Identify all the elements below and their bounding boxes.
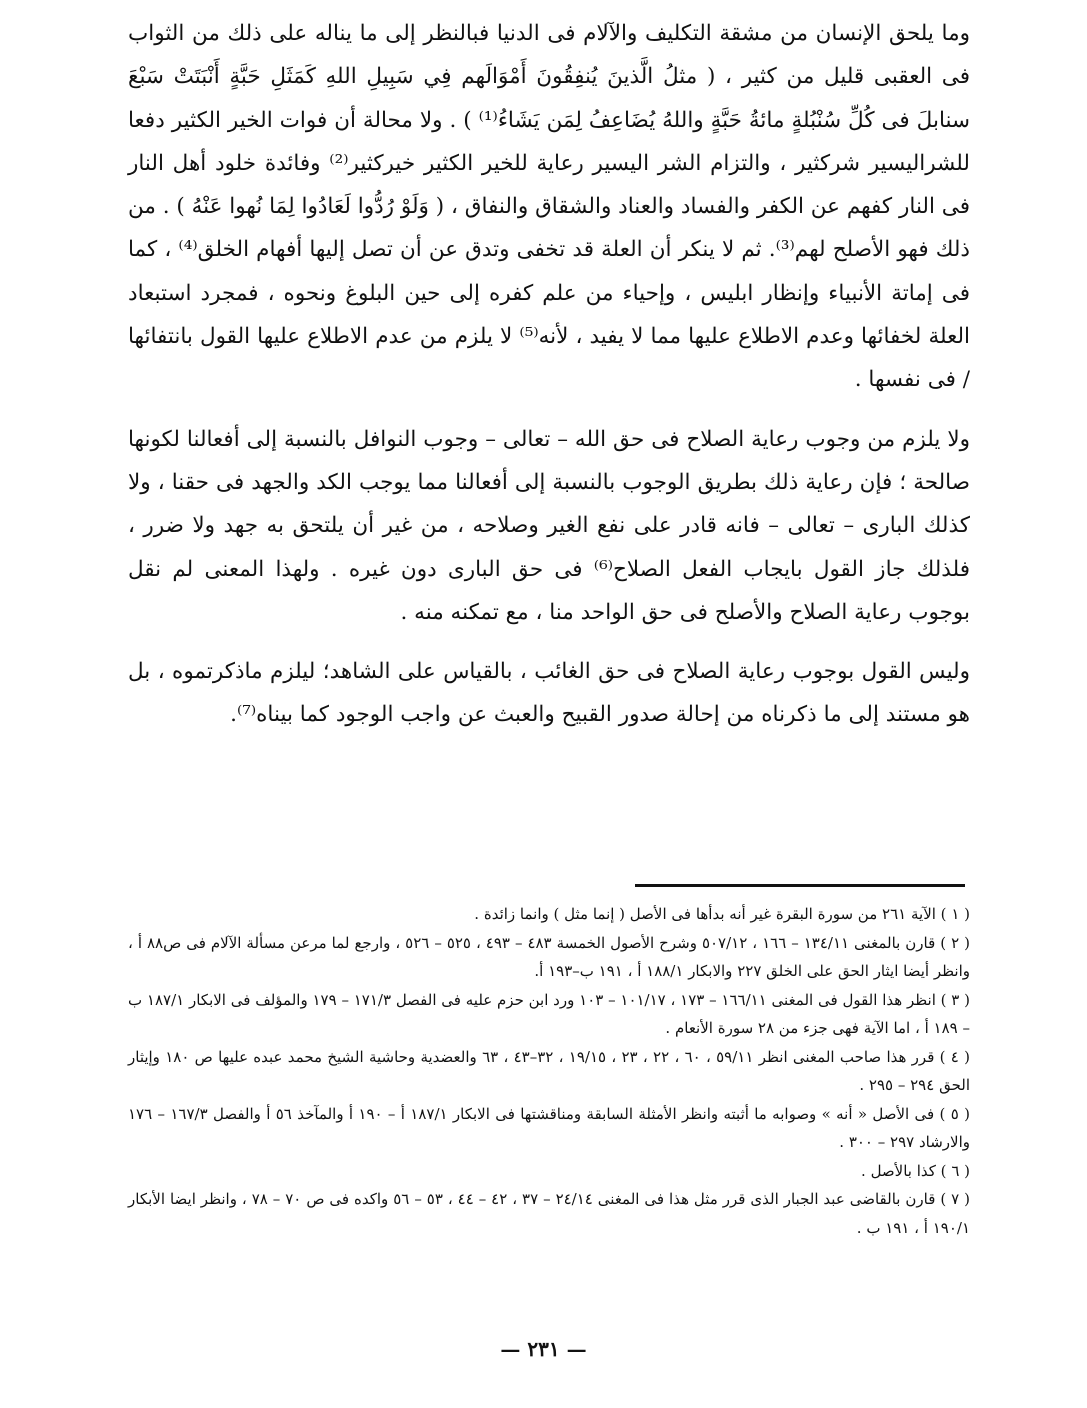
main-text [128,12,970,737]
footnote-separator [635,884,965,887]
paragraph-2: ولا يلزم من وجوب رعاية الصلاح فى حق الله – تعالى – وجوب النوافل بالنسبة إلى أفعالنا لكونها صالحة ؛ فإن رعاية ذلك بطريق الوجوب بالنسبة إلى أفعالنا مما يوجب الكد والجهد فى حقنا ، ولا كذلك البارى – تعالى – فانه قادر على نفع الغير وصلاحه ، من غير أن يلتحق به جهد ولا ضرر ، فلذلك جاز القول بايجاب الفعل الصلاح⁽⁶⁾ فى حق البارى دون غيره . ولهذا المعنى لم نقل بوجوب رعاية الصلاح والأصلح فى حق الواحد منا ، مع تمكنه منه . [128,426,970,625]
footnote-5: ( ٥ ) فى الأصل « أنه » وصوابه ما أثبته وانظر الأمثلة السابقة ومناقشتها فى الابكار ١٨٧/١ أ – ١٩٠ أ والمآخذ ٥٦ أ والفصل ١٦٧/٣ – ١٧٦ والارشاد ٢٩٧ – ٣٠٠ . [128,1104,970,1151]
footnotes [128,900,970,1242]
footnote-3: ( ٣ ) انظر هذا القول فى المغنى ١٦٦/١١ – ١٧٣ ، ١٠١/١٧ – ١٠٣ ورد ابن حزم عليه فى الفصل ١٧١/٣ – ١٧٩ والمؤلف فى الابكار ١٨٧/١ ب – ١٨٩ أ ، اما الآية فهى جزء من ٢٨ سورة الأنعام . [128,990,970,1037]
footnote-6: ( ٦ ) كذا بالأصل . [861,1161,970,1180]
footnote-2: ( ٢ ) قارن بالمغنى ١٣٤/١١ – ١٦٦ ، ٥٠٧/١٢ وشرح الأصول الخمسة ٤٨٣ – ٤٩٣ ، ٥٢٥ – ٥٢٦ ، وارجع لما مرعن مسألة الآلام فى ص٨٨ أ ، وانظر أيضا ايثار الحق على الخلق ٢٢٧ والابكار ١٨٨/١ أ ، ١٩١ ب–١٩٣ أ. [128,933,971,980]
footnote-4: ( ٤ ) قرر هذا صاحب المغنى انظر ٥٩/١١ ، ٦٠ ، ٢٢ ، ٢٣ ، ١٩/١٥ ، ٣٢–٤٣ ، ٦٣ والعضدية وحاشية الشيخ محمد عبده عليها ص ١٨٠ وإيثار الحق ٢٩٤ – ٢٩٥ . [128,1047,970,1094]
footnote-7: ( ٧ ) قارن بالقاضى عبد الجبار الذى قرر مثل هذا فى المغنى ٢٤/١٤ – ٣٧ ، ٤٢ – ٤٤ ، ٥٣ – ٥٦ واكده فى ص ٧٠ – ٧٨ ، وانظر ايضا الأبكار ١٩٠/١ أ ، ١٩١ ب . [128,1190,971,1237]
paragraph-3: وليس القول بوجوب رعاية الصلاح فى حق الغائب ، بالقياس على الشاهد؛ ليلزم ماذكرتموه ، بل هو مستند إلى ما ذكرناه من إحالة صدور القبيح والعبث عن واجب الوجود كما بيناه⁽⁷⁾. [128,659,970,728]
page-number: — ٢٣١ — [500,1337,587,1361]
footnote-1: ( ١ ) الآية ٢٦١ من سورة البقرة غير أنه بدأها فى الأصل ( إنما مثل ) وانما زائدة . [474,905,970,923]
paragraph-1: وما يلحق الإنسان من مشقة التكليف والآلام فى الدنيا فبالنظر إلى ما يناله على ذلك من الثواب فى العقبى قليل من كثير ، ( مثلُ الَّذينَ يُنفِقُونَ أَمْوَالَهم فِي سَبِيلِ اللهِ كَمَثَلِ حَبَّةٍ أَنْبَتَتْ سَبْعَ سنابلَ فى كُلِّ سُنْبُلةٍ مائةُ حَبَّةٍ واللهُ يُضَاعِفُ لِمَن يَشَاءُ⁽¹⁾ ) . ولا محالة أن فوات الخير الكثير دفعا للشراليسير شركثير ، والتزام الشر اليسير رعاية للخير الكثير خيركثير⁽²⁾ وفائدة خلود أهل النار فى النار كفهم عن الكفر والفساد والعناد والشقاق والنفاق ، ( وَلَوْ رُدُّوا لَعَادُوا لِمَا نُهوا عَنْهُ ) . من ذلك فهو الأصلح لهم⁽³⁾. ثم لا ينكر أن العلة قد تخفى وتدق عن أن تصل إليها أفهام الخلق⁽⁴⁾ ، كما فى إماتة الأنبياء وإنظار ابليس ، وإحياء من علم كفره إلى حين البلوغ ونحوه ، فمجرد استبعاد العلة لخفائها وعدم الاطلاع عليها مما لا يفيد ، لأنه⁽⁵⁾ لا يلزم من عدم الاطلاع عليها القول بانتفائها / فى نفسها . [128,21,970,393]
